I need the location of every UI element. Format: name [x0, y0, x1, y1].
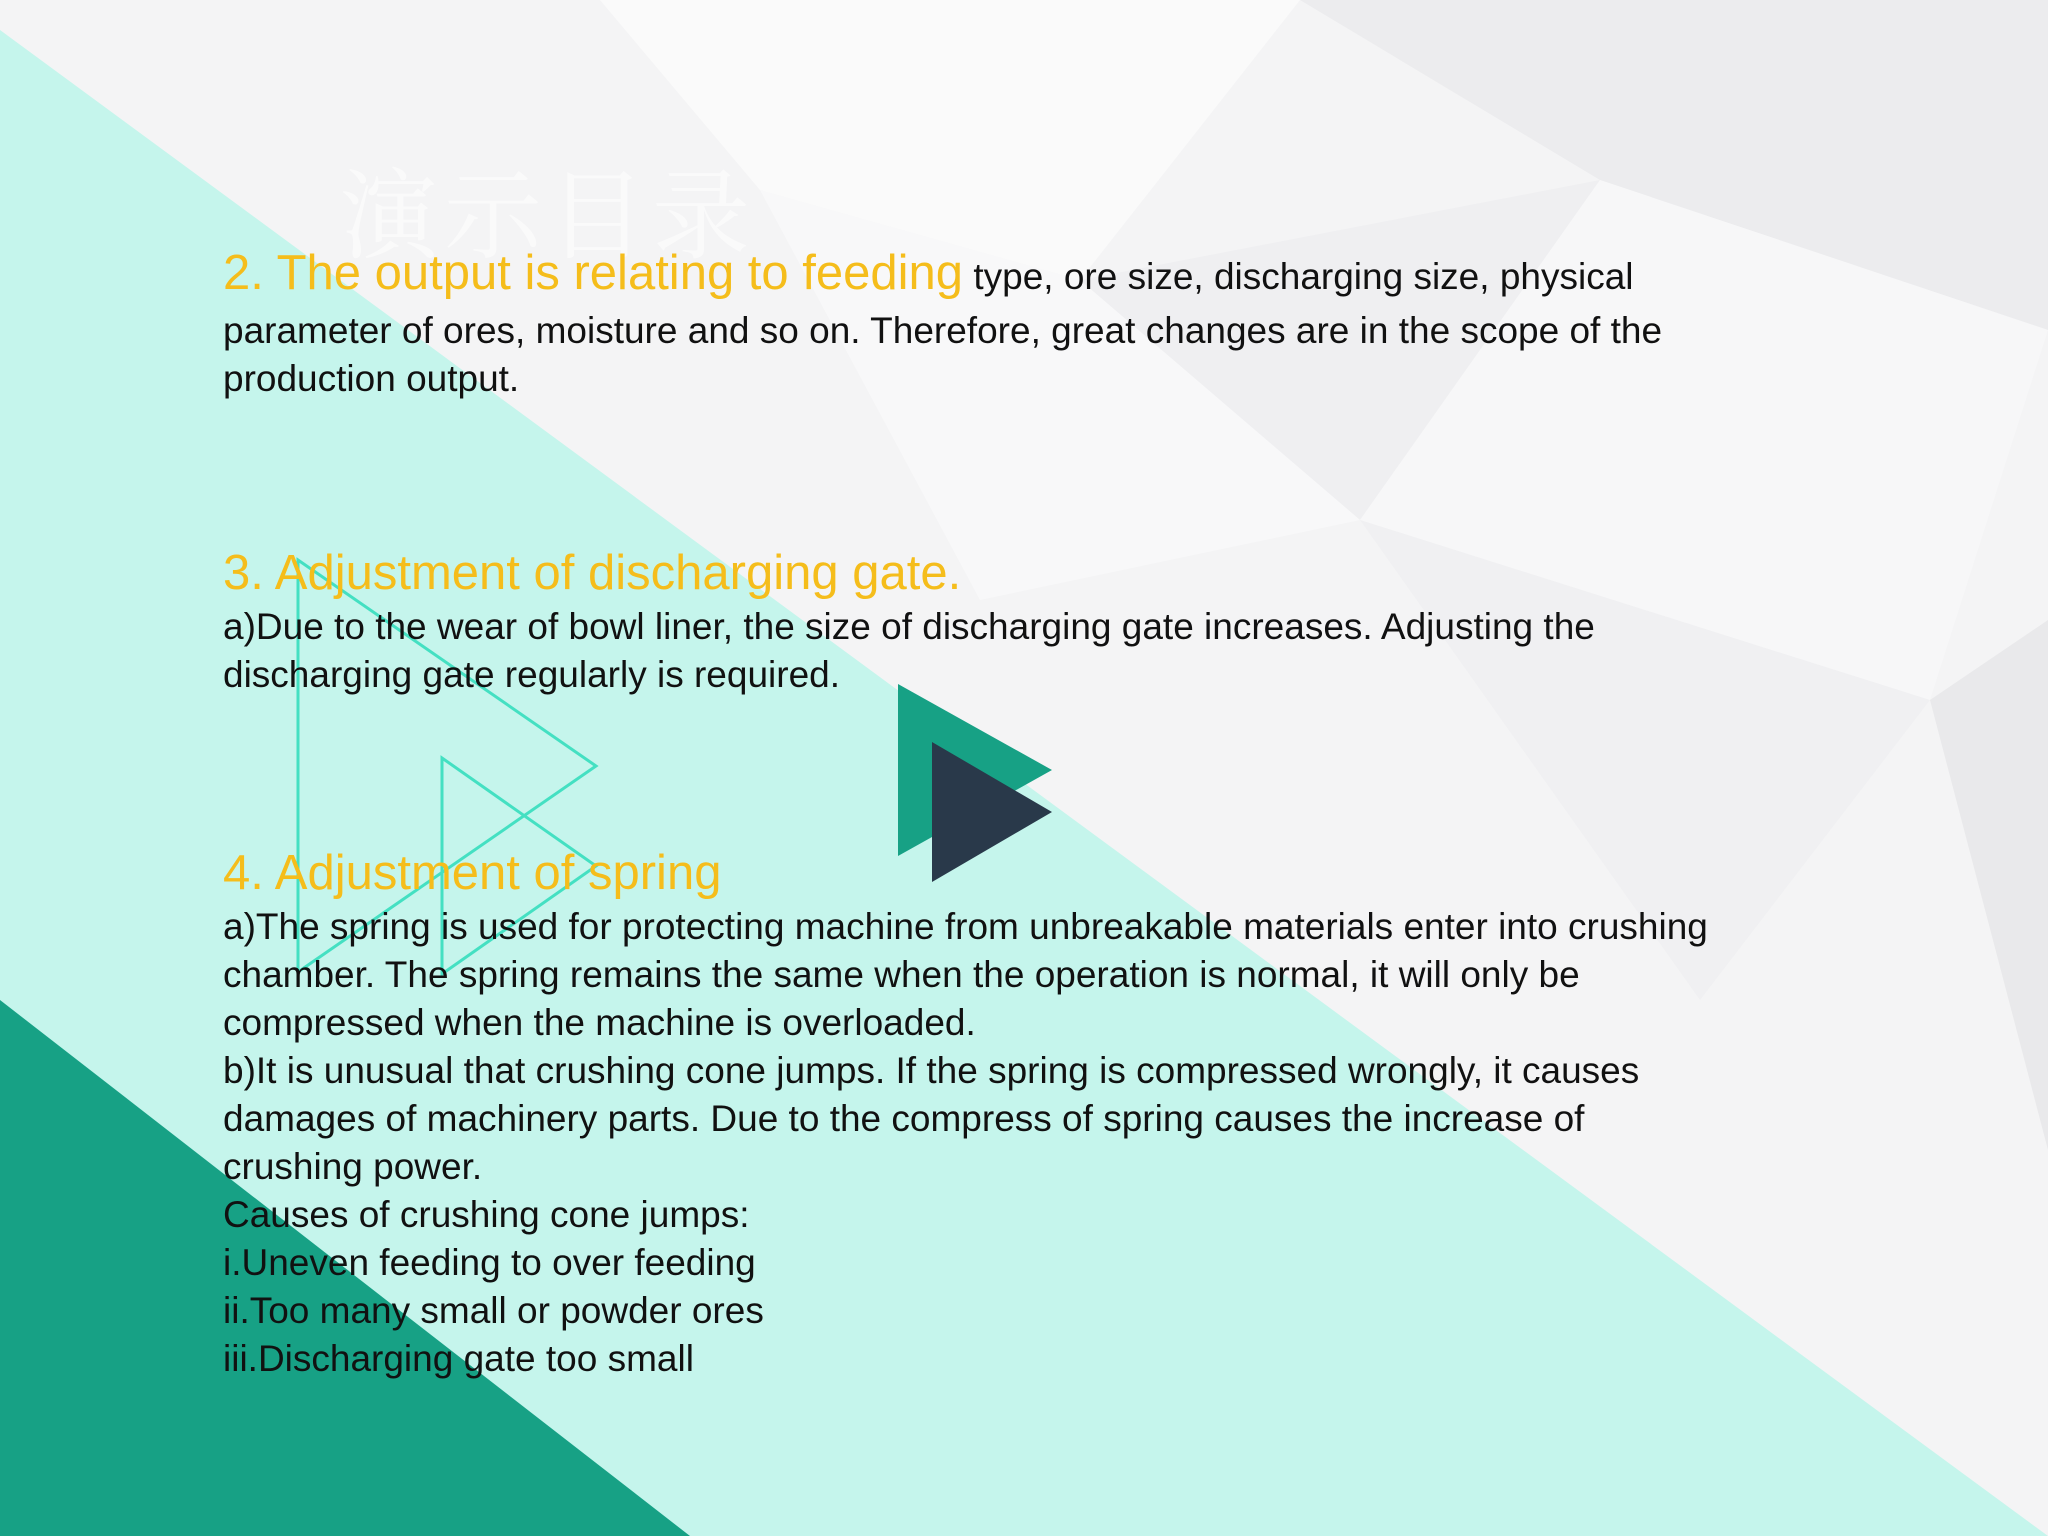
section-spring	[223, 843, 1863, 1383]
body-line: crushing power.	[223, 1146, 483, 1187]
section-heading-row	[223, 243, 1863, 307]
heading-tail-text: type, ore size, discharging size, physical	[963, 256, 1634, 297]
body-line: chamber. The spring remains the same when the operation is normal, it will only be	[223, 954, 1580, 995]
body-line: discharging gate regularly is required.	[223, 654, 841, 695]
cause-item: iii.Discharging gate too small	[223, 1338, 694, 1379]
watermark-title: 演示目录	[340, 160, 757, 274]
cause-item: ii.Too many small or powder ores	[223, 1290, 764, 1331]
section-heading: 4. Adjustment of spring	[223, 846, 722, 900]
body-line: damages of machinery parts. Due to the compress of spring causes the increase of	[223, 1098, 1585, 1139]
section-heading: 3. Adjustment of discharging gate.	[223, 546, 962, 600]
section-heading: 2. The output is relating to feeding	[223, 246, 964, 300]
section-discharging-gate	[223, 543, 1863, 699]
cause-item: i.Uneven feeding to over feeding	[223, 1242, 756, 1283]
body-line: b)It is unusual that crushing cone jumps. If the spring is compressed wrongly, it causes	[223, 1050, 1640, 1091]
section-output	[223, 243, 1863, 403]
body-line: production output.	[223, 358, 520, 399]
body-line: a)The spring is used for protecting machine from unbreakable materials enter into crushing	[223, 906, 1708, 947]
body-line: compressed when the machine is overloaded.	[223, 1002, 976, 1043]
body-line: parameter of ores, moisture and so on. Therefore, great changes are in the scope of the	[223, 310, 1663, 351]
causes-heading: Causes of crushing cone jumps:	[223, 1194, 750, 1235]
body-line: a)Due to the wear of bowl liner, the size of discharging gate increases. Adjusting the	[223, 606, 1595, 647]
